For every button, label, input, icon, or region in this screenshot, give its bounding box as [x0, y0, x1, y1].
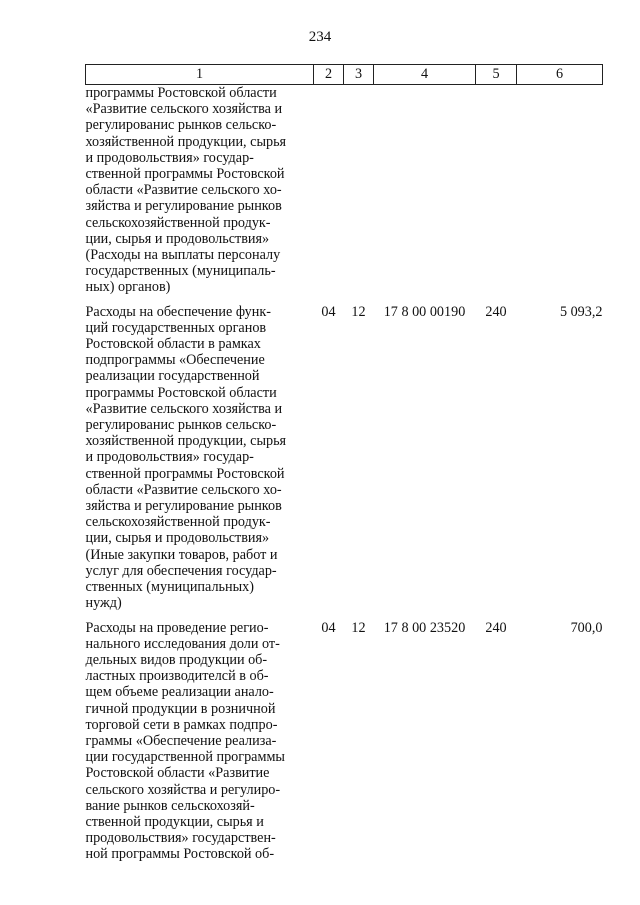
table-row [86, 300, 603, 616]
description-line: нужд) [85, 595, 122, 612]
description-line: вание рынков сельскохозяй- [85, 797, 255, 814]
table-header-row [86, 65, 603, 85]
page-number: 234 [308, 29, 332, 45]
description-line: и продовольствия» государ- [85, 449, 254, 466]
cell-target-article: 17 8 00 23520 [383, 619, 466, 636]
description-line: нального исследования доли от- [85, 635, 280, 652]
description-line: области «Развитие сельского хо- [85, 481, 282, 498]
description-line: регулированис рынков сельско- [85, 117, 277, 134]
description-line: сельского хозяйства и регулиро- [85, 781, 281, 798]
description-line: Расходы на обеспечение функ- [85, 303, 271, 320]
description-line: услуг для обеспечения государ- [85, 562, 277, 579]
row-description [86, 85, 314, 300]
header-col-5: 5 [476, 65, 517, 85]
table-row [86, 85, 603, 300]
header-col-2: 2 [314, 65, 344, 85]
cell-target-article: 17 8 00 00190 [383, 303, 466, 320]
description-line: ции, сырья и продовольствия» [85, 230, 270, 247]
description-line: ственных (муниципальных) [85, 579, 254, 596]
table-row [86, 616, 603, 867]
header-col-4: 4 [374, 65, 476, 85]
description-line: щем объеме реализации анало- [85, 684, 274, 701]
header-col-3: 3 [344, 65, 374, 85]
cell-subsection: 12 [351, 619, 366, 636]
description-line: сельскохозяйственной продук- [85, 514, 271, 531]
description-line: сельскохозяйственной продук- [85, 214, 271, 231]
description-line: «Развитие сельского хозяйства и [85, 101, 283, 118]
description-line: и продовольствия» государ- [85, 149, 254, 166]
description-line: «Развитие сельского хозяйства и [85, 400, 283, 417]
cell-subsection: 12 [351, 303, 366, 320]
cell-section: 04 [321, 619, 336, 636]
header-col-6: 6 [517, 65, 603, 85]
description-line: ственной продукции, сырья и [85, 813, 264, 830]
description-line: ции, сырья и продовольствия» [85, 530, 270, 547]
description-line: ции государственной программы [85, 749, 285, 766]
row-description [86, 300, 314, 616]
cell-subsection [344, 85, 374, 300]
description-line: ственной программы Ростовской [85, 166, 285, 183]
header-col-1: 1 [86, 65, 314, 85]
cell-amount: 5 093,2 [559, 303, 603, 320]
description-line: регулированис рынков сельско- [85, 417, 277, 434]
row-description [86, 616, 314, 867]
budget-table [85, 64, 603, 867]
description-line: зяйства и регулирование рынков [85, 498, 282, 515]
description-line: ных) органов) [85, 279, 171, 296]
cell-section [314, 85, 344, 300]
description-line: продовольствия» государствен- [85, 830, 276, 847]
description-line: (Иные закупки товаров, работ и [85, 546, 278, 563]
cell-expense-type: 240 [485, 303, 507, 320]
cell-amount [517, 85, 603, 300]
description-line: ственной программы Ростовской [85, 465, 285, 482]
cell-target-article [374, 85, 476, 300]
description-line: торговой сети в рамках подпро- [85, 716, 278, 733]
description-line: программы Ростовской области [85, 85, 277, 101]
description-line: граммы «Обеспечение реализа- [85, 732, 277, 749]
description-line: Ростовской области в рамках [85, 336, 261, 353]
description-line: дельных видов продукции об- [85, 651, 268, 668]
cell-section: 04 [321, 303, 336, 320]
description-line: ций государственных органов [85, 319, 267, 336]
description-line: государственных (муниципаль- [85, 263, 276, 280]
cell-expense-type: 240 [485, 619, 507, 636]
description-line: гичной продукции в розничной [85, 700, 276, 717]
description-line: программы Ростовской области [85, 384, 277, 401]
cell-amount: 700,0 [570, 619, 603, 636]
description-line: реализации государственной [85, 368, 260, 385]
description-line: хозяйственной продукции, сырья [85, 133, 287, 150]
description-line: ластных производителсй в об- [85, 668, 269, 685]
description-line: зяйства и регулирование рынков [85, 198, 282, 215]
description-line: (Расходы на выплаты персоналу [85, 247, 281, 264]
cell-expense-type [476, 85, 517, 300]
description-line: Ростовской области «Развитие [85, 765, 270, 782]
description-line: Расходы на проведение регио- [85, 619, 269, 636]
description-line: подпрограммы «Обеспечение [85, 352, 265, 369]
description-line: ной программы Ростовской об- [85, 846, 275, 863]
description-line: хозяйственной продукции, сырья [85, 433, 287, 450]
description-line: области «Развитие сельского хо- [85, 182, 282, 199]
